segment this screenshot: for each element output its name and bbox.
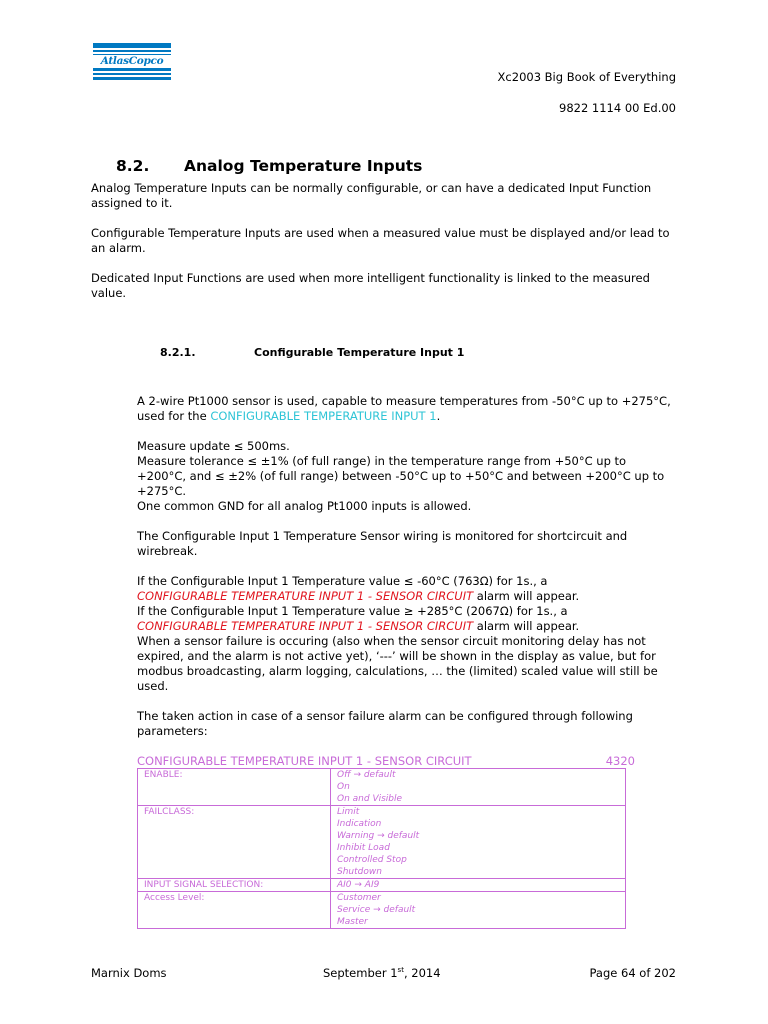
measure-update: Measure update ≤ 500ms. <box>137 439 290 453</box>
parameter-option: AI0 → AI9 <box>337 880 380 890</box>
section-title: Analog Temperature Inputs <box>184 157 423 175</box>
document-number: 9822 1114 00 Ed.00 <box>559 101 676 115</box>
logo-text: AtlasCopco <box>93 55 171 68</box>
parameter-values <box>331 769 626 806</box>
parameter-values <box>331 892 626 929</box>
sensor-description: A 2-wire Pt1000 sensor is used, capable to measure temperatures from -50°C up to +275°C, used for the CONFIGURABLE TEMPERATURE INPUT 1. <box>137 394 671 423</box>
parameter-row <box>138 879 626 892</box>
parameter-option: Customer <box>337 893 381 903</box>
subsection-title: Configurable Temperature Input 1 <box>254 346 465 359</box>
configurable-input-link-text: CONFIGURABLE TEMPERATURE INPUT 1 <box>210 409 437 423</box>
document-title: Xc2003 Big Book of Everything <box>497 70 676 84</box>
high-threshold-alarm: If the Configurable Input 1 Temperature value ≥ +285°C (2067Ω) for 1s., a CONFIGURABLE TEMPERATURE INPUT 1 - SENSOR CIRCUIT alarm will appear. <box>137 604 580 633</box>
parameters-intro: The taken action in case of a sensor failure alarm can be configured through following parameters: <box>137 709 633 738</box>
parameter-option: On <box>337 782 350 792</box>
low-threshold-alarm: If the Configurable Input 1 Temperature value ≤ -60°C (763Ω) for 1s., a CONFIGURABLE TEMPERATURE INPUT 1 - SENSOR CIRCUIT alarm will appear. <box>137 574 580 603</box>
parameter-option: On and Visible <box>337 794 403 804</box>
parameter-option: Shutdown <box>337 867 382 877</box>
atlas-copco-logo <box>93 43 171 80</box>
section-number: 8.2. <box>116 157 150 175</box>
parameter-option: Indication <box>337 819 382 829</box>
parameter-option: Inhibit Load <box>337 843 390 853</box>
parameter-option: Off → default <box>337 770 396 780</box>
section-paragraph: Analog Temperature Inputs can be normally configurable, or can have a dedicated Input Function assigned to it. <box>91 181 652 210</box>
common-gnd-note: One common GND for all analog Pt1000 inputs is allowed. <box>137 499 472 513</box>
parameter-key: Access Level: <box>138 892 331 929</box>
parameter-table-title: CONFIGURABLE TEMPERATURE INPUT 1 - SENSOR CIRCUIT 4320 <box>137 754 635 768</box>
parameter-row <box>138 769 626 806</box>
parameter-row <box>138 892 626 929</box>
parameter-values <box>331 806 626 879</box>
parameter-option: Service → default <box>337 905 416 915</box>
alarm-name: CONFIGURABLE TEMPERATURE INPUT 1 - SENSOR CIRCUIT <box>137 589 474 603</box>
parameter-table <box>137 768 626 929</box>
footer-author: Marnix Doms <box>91 966 167 980</box>
subsection-body <box>137 394 677 739</box>
parameter-option: Master <box>337 917 368 927</box>
sensor-failure-note: When a sensor failure is occuring (also when the sensor circuit monitoring delay has not expired, and the alarm is not active yet), ‘---’ will be shown in the display as value, but for modbus broadcasting, alarm logging, calculations, … the (limited) scaled value will still be used. <box>137 634 658 693</box>
measure-tolerance: Measure tolerance ≤ ±1% (of full range) in the temperature range from +50°C up to +200°C, and ≤ ±2% (of full range) between -50°C up to +50°C and between +200°C up to +275°C. <box>137 454 665 498</box>
parameter-code: 4320 <box>605 754 635 768</box>
parameter-option: Warning → default <box>337 831 420 841</box>
wiring-monitor-note: The Configurable Input 1 Temperature Sensor wiring is monitored for shortcircuit and wirebreak. <box>137 529 628 558</box>
subsection-number: 8.2.1. <box>160 346 196 359</box>
parameter-values <box>331 879 626 892</box>
alarm-name: CONFIGURABLE TEMPERATURE INPUT 1 - SENSOR CIRCUIT <box>137 619 474 633</box>
section-paragraph: Dedicated Input Functions are used when more intelligent functionality is linked to the measured value. <box>91 271 650 300</box>
section-paragraph: Configurable Temperature Inputs are used when a measured value must be displayed and/or lead to an alarm. <box>91 226 670 255</box>
footer-date: September 1st, 2014 <box>323 966 441 980</box>
parameter-row <box>138 806 626 879</box>
parameter-option: Controlled Stop <box>337 855 407 865</box>
parameter-key: FAILCLASS: <box>138 806 331 879</box>
footer-page: Page 64 of 202 <box>589 966 676 980</box>
parameter-key: INPUT SIGNAL SELECTION: <box>138 879 331 892</box>
parameter-option: Limit <box>337 807 360 817</box>
parameter-key: ENABLE: <box>138 769 331 806</box>
